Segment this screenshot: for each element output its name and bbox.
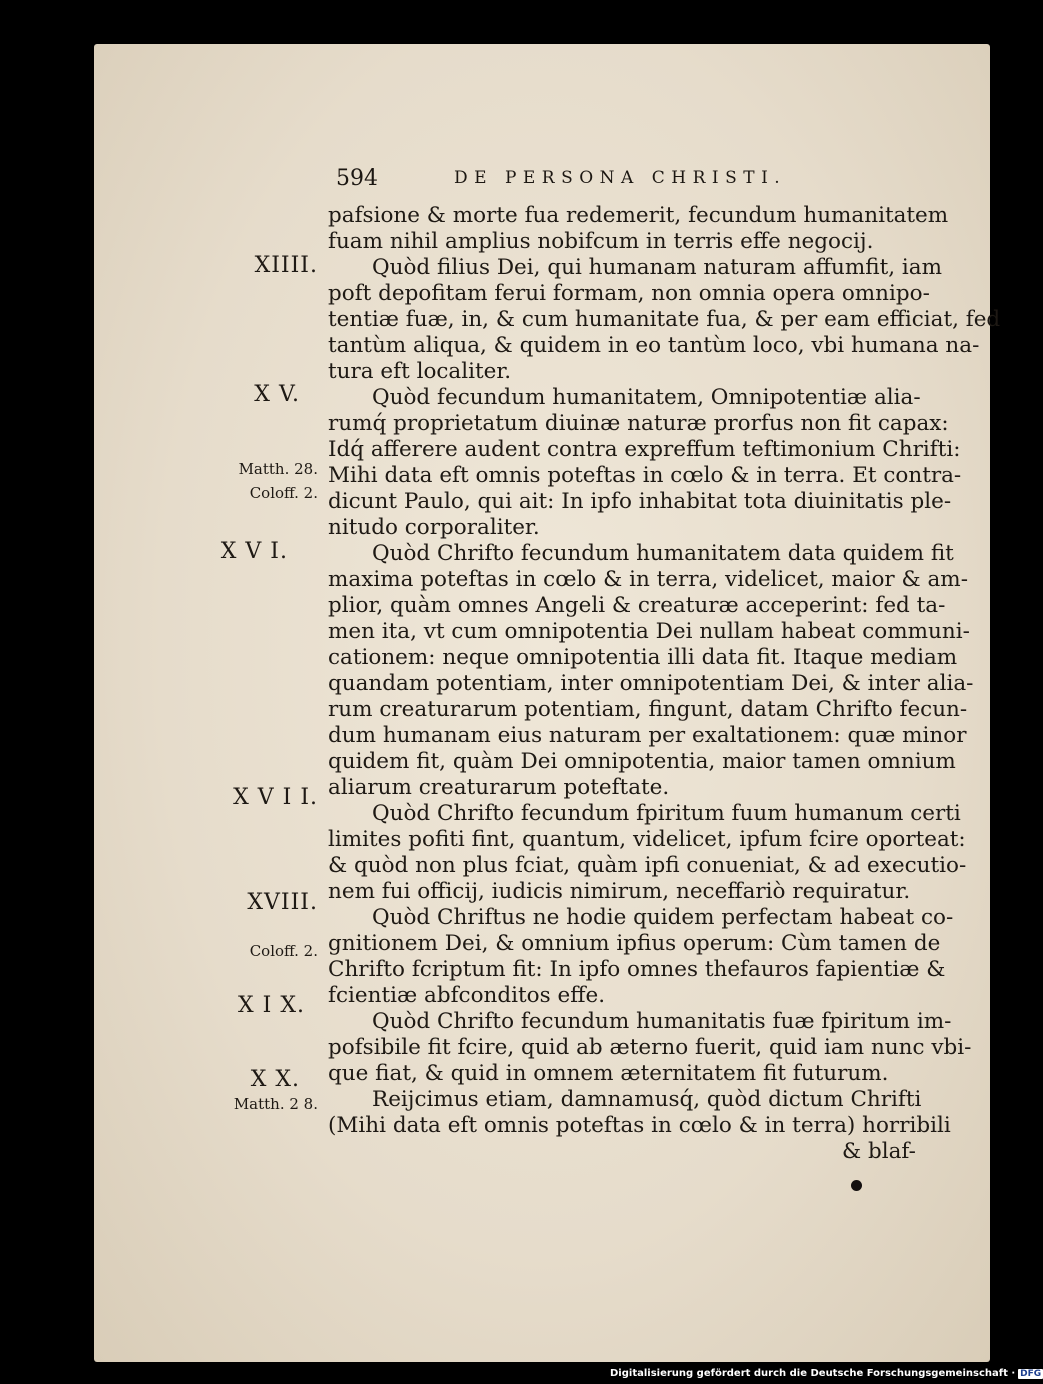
text-line: men ita, vt cum omnipotentia Dei nullam habeat communi-: [328, 619, 970, 644]
article-number: XIIII.: [254, 253, 318, 278]
page-number: 594: [336, 166, 378, 191]
text-line: dum humanam eius naturam per exaltationem: quæ minor: [328, 723, 967, 748]
article-number: X I X.: [238, 993, 305, 1018]
text-line: fcientiæ abfconditos effe.: [328, 983, 606, 1008]
text-line: tantùm aliqua, & quidem in eo tantùm loco, vbi humana na-: [328, 333, 980, 358]
text-line: & quòd non plus fciat, quàm ipfi conueniat, & ad executio-: [328, 853, 967, 878]
article-number: X V.: [254, 382, 300, 407]
text-line: Chrifto fcriptum fit: In ipfo omnes thefauros fapientiæ &: [328, 957, 946, 982]
text-line: nem fui officij, iudicis nimirum, neceffariò requiratur.: [328, 879, 911, 904]
text-line: tura eft localiter.: [328, 359, 512, 384]
margin-reference: Coloff. 2.: [249, 484, 318, 502]
footer-text: Digitalisierung gefördert durch die Deutsche Forschungsgemeinschaft ·: [610, 1368, 1016, 1379]
text-line: rum creaturarum potentiam, fingunt, datam Chrifto fecun-: [328, 697, 968, 722]
text-line: que fiat, & quid in omnem æternitatem fit futurum.: [328, 1061, 889, 1086]
text-line: dicunt Paulo, qui ait: In ipfo inhabitat tota diuinitatis ple-: [328, 489, 952, 514]
text-line: Quòd Chrifto fecundum humanitatem data quidem fit: [372, 541, 954, 566]
text-line: Quòd filius Dei, qui humanam naturam affumfit, iam: [372, 255, 942, 280]
text-line: poft depofitam ferui formam, non omnia opera omnipo-: [328, 281, 930, 306]
text-line: cationem: neque omnipotentia illi data fit. Itaque mediam: [328, 645, 958, 670]
text-line: nitudo corporaliter.: [328, 515, 540, 540]
text-line: Quòd fecundum humanitatem, Omnipotentiæ alia-: [372, 385, 921, 410]
text-line: quidem fit, quàm Dei omnipotentia, maior tamen omnium: [328, 749, 956, 774]
text-line: Quòd Chrifto fecundum humanitatis fuæ fpiritum im-: [372, 1009, 952, 1034]
text-line: Quòd Chriftus ne hodie quidem perfectam habeat co-: [372, 905, 954, 930]
article-number: X V I.: [220, 539, 288, 564]
text-line: Quòd Chrifto fecundum fpiritum fuum humanum certi: [372, 801, 961, 826]
text-line: pofsibile fit fcire, quid ab æterno fuerit, quid iam nunc vbi-: [328, 1035, 972, 1060]
catchword: & blaf-: [842, 1139, 916, 1164]
text-line: Mihi data eft omnis poteftas in cœlo & in terra. Et contra-: [328, 463, 962, 488]
text-line: limites pofiti fint, quantum, videlicet, ipfum fcire oporteat:: [328, 827, 966, 852]
text-line: (Mihi data eft omnis poteftas in cœlo & in terra) horribili: [328, 1113, 951, 1138]
article-number: X V I I.: [233, 785, 318, 810]
text-line: Idq́ afferere audent contra expreffum teftimonium Chrifti:: [328, 437, 961, 462]
ink-dot-mark: [851, 1180, 862, 1191]
text-line: fuam nihil amplius nobifcum in terris effe negocij.: [328, 229, 874, 254]
text-line: aliarum creaturarum poteftate.: [328, 775, 670, 800]
margin-reference: Coloff. 2.: [249, 942, 318, 960]
dfg-logo: DFG: [1020, 1369, 1042, 1379]
text-line: tentiæ fuæ, in, & cum humanitate fua, & per eam efficiat, fed: [328, 307, 1001, 332]
text-line: gnitionem Dei, & omnium ipfius operum: Cùm tamen de: [328, 931, 941, 956]
digitization-footer: [610, 1368, 1043, 1379]
margin-reference: Matth. 2 8.: [233, 1095, 318, 1113]
article-number: X X.: [250, 1067, 300, 1092]
text-line: pafsione & morte fua redemerit, fecundum humanitatem: [328, 203, 949, 228]
text-line: quandam potentiam, inter omnipotentiam Dei, & inter alia-: [328, 671, 974, 696]
article-number: XVIII.: [247, 890, 318, 915]
text-line: rumq́ proprietatum diuinæ naturæ prorfus non fit capax:: [328, 411, 949, 436]
running-title: DE PERSONA CHRISTI.: [454, 168, 787, 188]
running-head: [336, 166, 942, 194]
text-line: plior, quàm omnes Angeli & creaturæ acceperint: fed ta-: [328, 593, 946, 618]
text-line: Reijcimus etiam, damnamusq́, quòd dictum Chrifti: [372, 1087, 922, 1112]
text-line: maxima poteftas in cœlo & in terra, videlicet, maior & am-: [328, 567, 968, 592]
margin-reference: Matth. 28.: [238, 460, 318, 478]
